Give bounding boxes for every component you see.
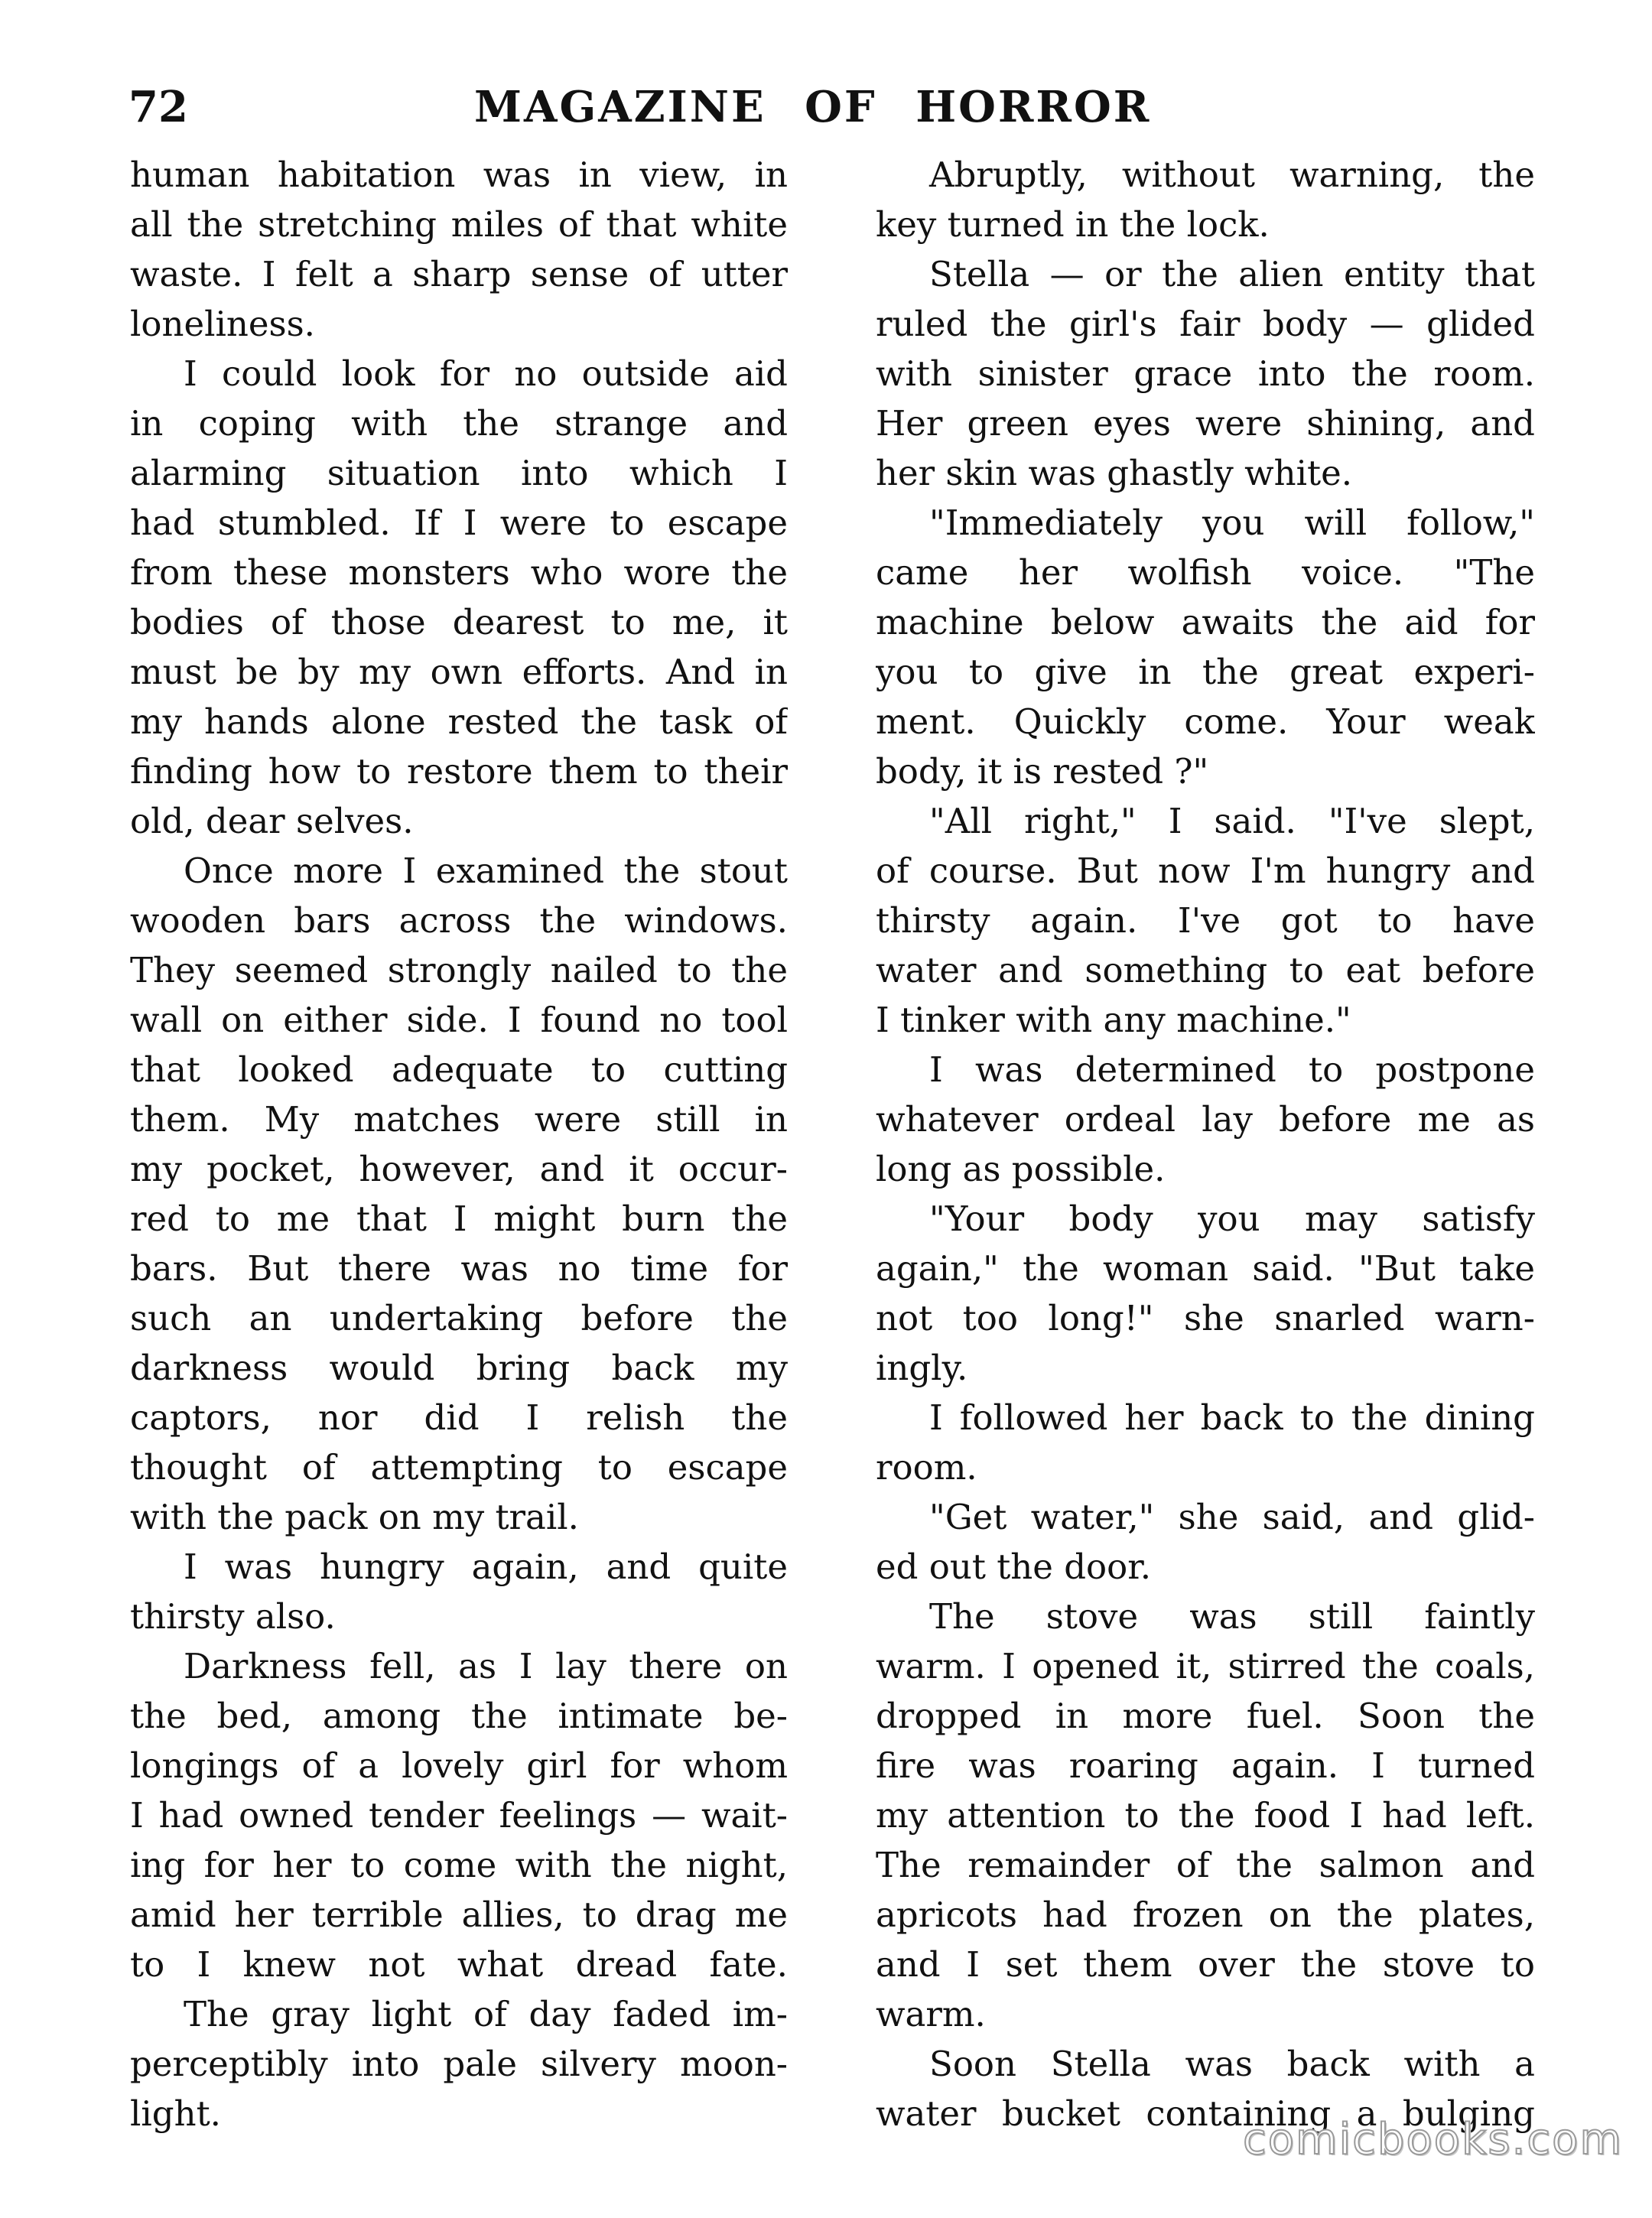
text-line: darkness would bring back my bbox=[130, 1348, 788, 1388]
text-line: long as possible. bbox=[876, 1149, 1166, 1189]
text-line: Soon Stella was back with a bbox=[929, 2044, 1535, 2084]
text-line: to I knew not what dread fate. bbox=[130, 1944, 788, 1985]
text-line: wall on either side. I found no tool bbox=[130, 1000, 788, 1040]
text-line: amid her terrible allies, to drag me bbox=[130, 1894, 788, 1935]
text-line: such an undertaking before the bbox=[130, 1298, 788, 1338]
text-line: ingly. bbox=[876, 1348, 968, 1388]
text-line: dropped in more fuel. Soon the bbox=[876, 1696, 1535, 1736]
text-line: Darkness fell, as I lay there on bbox=[184, 1646, 788, 1686]
text-line: my hands alone rested the task of bbox=[130, 701, 788, 742]
text-line: came her wolfish voice. "The bbox=[876, 552, 1535, 593]
text-line: had stumbled. If I were to escape bbox=[130, 502, 788, 543]
text-line: must be by my own efforts. And in bbox=[130, 652, 788, 692]
text-line: whatever ordeal lay before me as bbox=[876, 1099, 1535, 1140]
text-line: "Your body you may satisfy bbox=[929, 1198, 1535, 1239]
watermark: comicbooks.com bbox=[1242, 2115, 1623, 2164]
running-title: MAGAZINE OF HORROR bbox=[474, 82, 1152, 132]
text-line: I followed her back to the dining bbox=[929, 1397, 1535, 1438]
text-line: old, dear selves. bbox=[130, 801, 414, 841]
text-line: bodies of those dearest to me, it bbox=[130, 602, 788, 642]
text-line: finding how to restore them to their bbox=[130, 751, 788, 792]
text-line: loneliness. bbox=[130, 304, 315, 344]
text-line: key turned in the lock. bbox=[876, 204, 1270, 245]
text-line: captors, nor did I relish the bbox=[130, 1397, 788, 1438]
text-line: the bed, among the intimate be- bbox=[130, 1696, 788, 1736]
text-line: Abruptly, without warning, the bbox=[929, 154, 1535, 195]
text-line: you to give in the great experi- bbox=[876, 652, 1535, 692]
text-line: and I set them over the stove to bbox=[876, 1944, 1535, 1985]
text-line: warm. bbox=[876, 1994, 986, 2034]
page-header bbox=[0, 76, 1652, 138]
text-line: bars. But there was no time for bbox=[130, 1248, 788, 1289]
text-line: alarming situation into which I bbox=[130, 453, 788, 493]
text-line: room. bbox=[876, 1447, 977, 1488]
text-line: all the stretching miles of that white bbox=[130, 204, 788, 245]
text-line: I was determined to postpone bbox=[929, 1049, 1535, 1090]
text-line: I tinker with any machine." bbox=[876, 1000, 1351, 1040]
text-line: warm. I opened it, stirred the coals, bbox=[876, 1646, 1535, 1686]
text-line: thirsty also. bbox=[130, 1596, 336, 1637]
text-line: light. bbox=[130, 2093, 221, 2134]
text-line: water bucket containing a bulging bbox=[876, 2093, 1535, 2134]
text-line: The gray light of day faded im- bbox=[184, 1994, 788, 2034]
text-line: I had owned tender feelings — wait- bbox=[130, 1795, 788, 1836]
text-line: in coping with the strange and bbox=[130, 403, 788, 444]
text-line: thirsty again. I've got to have bbox=[876, 900, 1535, 941]
text-line: not too long!" she snarled warn- bbox=[876, 1298, 1535, 1338]
text-line: that looked adequate to cutting bbox=[130, 1049, 788, 1090]
text-line: of course. But now I'm hungry and bbox=[876, 850, 1535, 891]
text-line: thought of attempting to escape bbox=[130, 1447, 788, 1488]
text-line: I could look for no outside aid bbox=[184, 353, 788, 394]
text-line: machine below awaits the aid for bbox=[876, 602, 1535, 642]
text-line: red to me that I might burn the bbox=[130, 1198, 788, 1239]
text-line: Stella — or the alien entity that bbox=[929, 254, 1535, 294]
text-line: "Immediately you will follow," bbox=[929, 502, 1535, 543]
text-line: my attention to the food I had left. bbox=[876, 1795, 1535, 1836]
text-line: with the pack on my trail. bbox=[130, 1497, 579, 1537]
page-number: 72 bbox=[128, 82, 188, 132]
text-line: again," the woman said. "But take bbox=[876, 1248, 1535, 1289]
text-line: perceptibly into pale silvery moon- bbox=[130, 2044, 788, 2084]
text-line: fire was roaring again. I turned bbox=[876, 1745, 1535, 1786]
text-line: waste. I felt a sharp sense of utter bbox=[130, 254, 788, 294]
text-line: human habitation was in view, in bbox=[130, 154, 788, 195]
text-line: her skin was ghastly white. bbox=[876, 453, 1353, 493]
text-line: my pocket, however, and it occur- bbox=[130, 1149, 788, 1189]
text-line: longings of a lovely girl for whom bbox=[130, 1745, 788, 1786]
text-line: water and something to eat before bbox=[876, 950, 1535, 990]
text-line: ruled the girl's fair body — glided bbox=[876, 304, 1535, 344]
text-line: ment. Quickly come. Your weak bbox=[876, 701, 1535, 742]
text-line: from these monsters who wore the bbox=[130, 552, 788, 593]
text-line: wooden bars across the windows. bbox=[130, 900, 788, 941]
left-column bbox=[130, 150, 788, 2138]
text-line: with sinister grace into the room. bbox=[876, 353, 1535, 394]
text-line: ing for her to come with the night, bbox=[130, 1845, 788, 1885]
text-line: Once more I examined the stout bbox=[184, 850, 788, 891]
text-line: The stove was still faintly bbox=[929, 1596, 1535, 1637]
text-line: body, it is rested ?" bbox=[876, 751, 1209, 792]
text-line: "Get water," she said, and glid- bbox=[929, 1497, 1535, 1537]
text-line: They seemed strongly nailed to the bbox=[130, 950, 788, 990]
text-line: apricots had frozen on the plates, bbox=[876, 1894, 1535, 1935]
text-line: I was hungry again, and quite bbox=[184, 1546, 788, 1587]
text-line: ed out the door. bbox=[876, 1546, 1152, 1587]
text-line: Her green eyes were shining, and bbox=[876, 403, 1535, 444]
text-line: The remainder of the salmon and bbox=[876, 1845, 1535, 1885]
right-column bbox=[876, 150, 1535, 2138]
text-line: "All right," I said. "I've slept, bbox=[929, 801, 1535, 841]
text-line: them. My matches were still in bbox=[130, 1099, 788, 1140]
